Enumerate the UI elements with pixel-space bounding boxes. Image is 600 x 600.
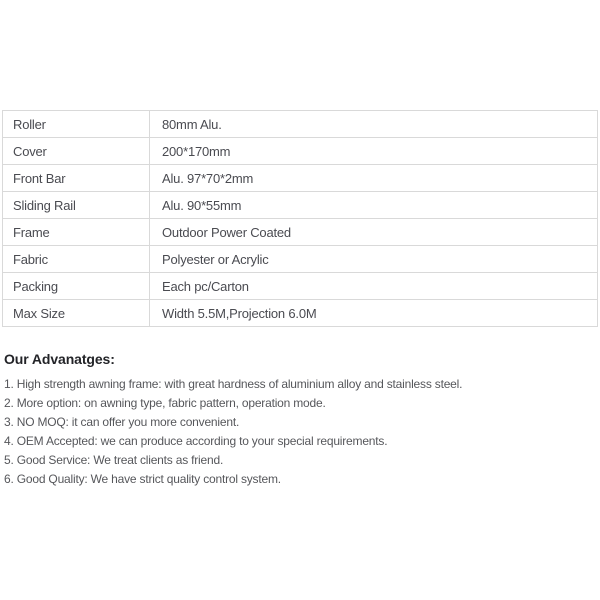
spec-label-cell: Max Size: [3, 300, 150, 327]
spec-label-cell: Sliding Rail: [3, 192, 150, 219]
advantage-item: 4. OEM Accepted: we can produce according to your special requirements.: [4, 434, 388, 448]
advantages-section: [4, 352, 592, 489]
spec-label-cell: Front Bar: [3, 165, 150, 192]
advantage-item: 3. NO MOQ: it can offer you more convenient.: [4, 415, 240, 429]
spec-value-cell: 80mm Alu.: [150, 111, 598, 138]
spec-value-cell: Each pc/Carton: [150, 273, 598, 300]
spec-value-cell: Alu. 90*55mm: [150, 192, 598, 219]
spec-label-cell: Cover: [3, 138, 150, 165]
advantage-item: 6. Good Quality: We have strict quality control system.: [4, 472, 281, 486]
table-row: [3, 192, 598, 219]
table-row: [3, 273, 598, 300]
table-row: [3, 138, 598, 165]
advantage-item: 1. High strength awning frame: with great hardness of aluminium alloy and stainless steel.: [4, 377, 463, 391]
table-row: [3, 246, 598, 273]
advantage-item: 2. More option: on awning type, fabric pattern, operation mode.: [4, 396, 326, 410]
table-row: [3, 219, 598, 246]
table-row: [3, 165, 598, 192]
advantages-heading: Our Advanatges:: [4, 351, 115, 367]
spec-label-cell: Frame: [3, 219, 150, 246]
spec-label-cell: Roller: [3, 111, 150, 138]
spec-table: [2, 110, 598, 327]
table-row: [3, 111, 598, 138]
spec-value-cell: Width 5.5M,Projection 6.0M: [150, 300, 598, 327]
table-row: [3, 300, 598, 327]
spec-label-cell: Fabric: [3, 246, 150, 273]
spec-label-cell: Packing: [3, 273, 150, 300]
spec-value-cell: Alu. 97*70*2mm: [150, 165, 598, 192]
advantage-item: 5. Good Service: We treat clients as friend.: [4, 453, 224, 467]
spec-value-cell: 200*170mm: [150, 138, 598, 165]
spec-value-cell: Polyester or Acrylic: [150, 246, 598, 273]
spec-value-cell: Outdoor Power Coated: [150, 219, 598, 246]
